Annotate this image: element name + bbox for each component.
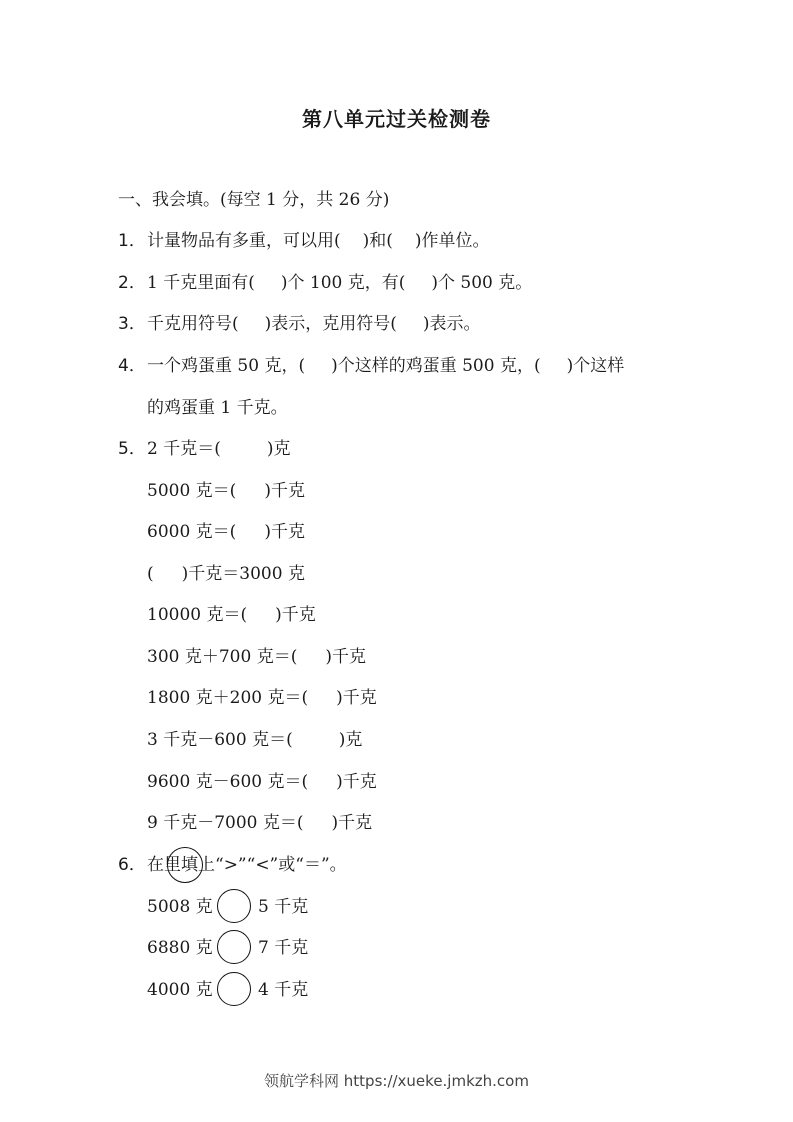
conversion-text: 5000 克＝( [147,481,237,501]
conversion-text: 1800 克＋200 克＝( [147,688,309,708]
question-text: 在里填上“>”“<”或“＝”。 [147,855,347,875]
conversion-text: 9 千克－7000 克＝( [147,813,304,833]
conversion-item [147,479,305,503]
compare-left: 6880 克 [147,938,213,958]
question-2 [118,271,532,295]
conversion-text: 300 克＋700 克＝( [147,647,298,667]
question-text: 千克用符号( [147,314,239,334]
conversion-text: )千克 [331,813,373,833]
conversion-text: )千克 [275,605,316,625]
question-number: 4． [118,356,146,376]
footer-watermark: 领航学科网 https://xueke.jmkzh.com [264,1072,529,1090]
question-text: )个 100 克，有( [280,273,406,293]
question-text: )作单位。 [414,231,490,251]
conversion-text: 3 千克－600 克＝( [147,730,293,750]
compare-right: 4 千克 [258,980,309,1000]
question-4 [118,354,624,378]
question-5 [118,437,291,461]
conversion-item [147,728,362,752]
question-text: 计量物品有多重，可以用( [147,231,341,251]
compare-left: 4000 克 [147,980,213,1000]
compare-circle[interactable] [217,889,251,923]
question-number: 3． [118,314,146,334]
conversion-text: )克 [266,439,291,459]
question-number: 1． [118,231,146,251]
conversion-text: 10000 克＝( [147,605,248,625]
question-1 [118,229,490,253]
conversion-item [147,686,377,710]
question-number: 6． [118,855,146,875]
conversion-text: )千克 [264,522,305,542]
compare-right: 7 千克 [258,938,309,958]
question-text: )表示。 [422,314,481,334]
conversion-text: )千克 [325,647,366,667]
conversion-text: )千克 [264,481,305,501]
conversion-item [147,811,372,835]
conversion-item [147,520,305,544]
question-number: 5． [118,439,146,459]
conversion-text: ( [147,564,154,584]
conversion-text: )千克 [336,688,377,708]
question-4-continued: 的鸡蛋重 1 千克。 [147,398,288,418]
conversion-item [147,645,366,669]
conversion-text: )千克 [336,772,377,792]
question-6 [118,853,347,877]
conversion-text: )千克＝3000 克 [181,564,305,584]
conversion-item [147,770,377,794]
conversion-text: 2 千克＝( [147,439,221,459]
example-circle-icon [167,847,203,883]
conversion-text: 6000 克＝( [147,522,237,542]
section-heading: 一、我会填。(每空 1 分，共 26 分) [118,190,390,210]
question-text: )和( [362,231,393,251]
page-title: 第八单元过关检测卷 [302,107,491,131]
question-3 [118,312,481,336]
question-text: )个这样 [566,356,625,376]
conversion-text: 9600 克－600 克＝( [147,772,309,792]
compare-circle[interactable] [217,972,251,1006]
question-text: )个这样的鸡蛋重 500 克，( [331,356,541,376]
question-text: )表示，克用符号( [264,314,397,334]
compare-right: 5 千克 [258,897,309,917]
conversion-item [147,562,305,586]
question-text: )个 500 克。 [431,273,533,293]
compare-left: 5008 克 [147,897,213,917]
question-text: 1 千克里面有( [147,273,255,293]
question-text: 一个鸡蛋重 50 克，( [147,356,306,376]
conversion-text: )克 [338,730,363,750]
compare-circle[interactable] [217,930,251,964]
question-number: 2． [118,273,146,293]
conversion-item [147,603,316,627]
